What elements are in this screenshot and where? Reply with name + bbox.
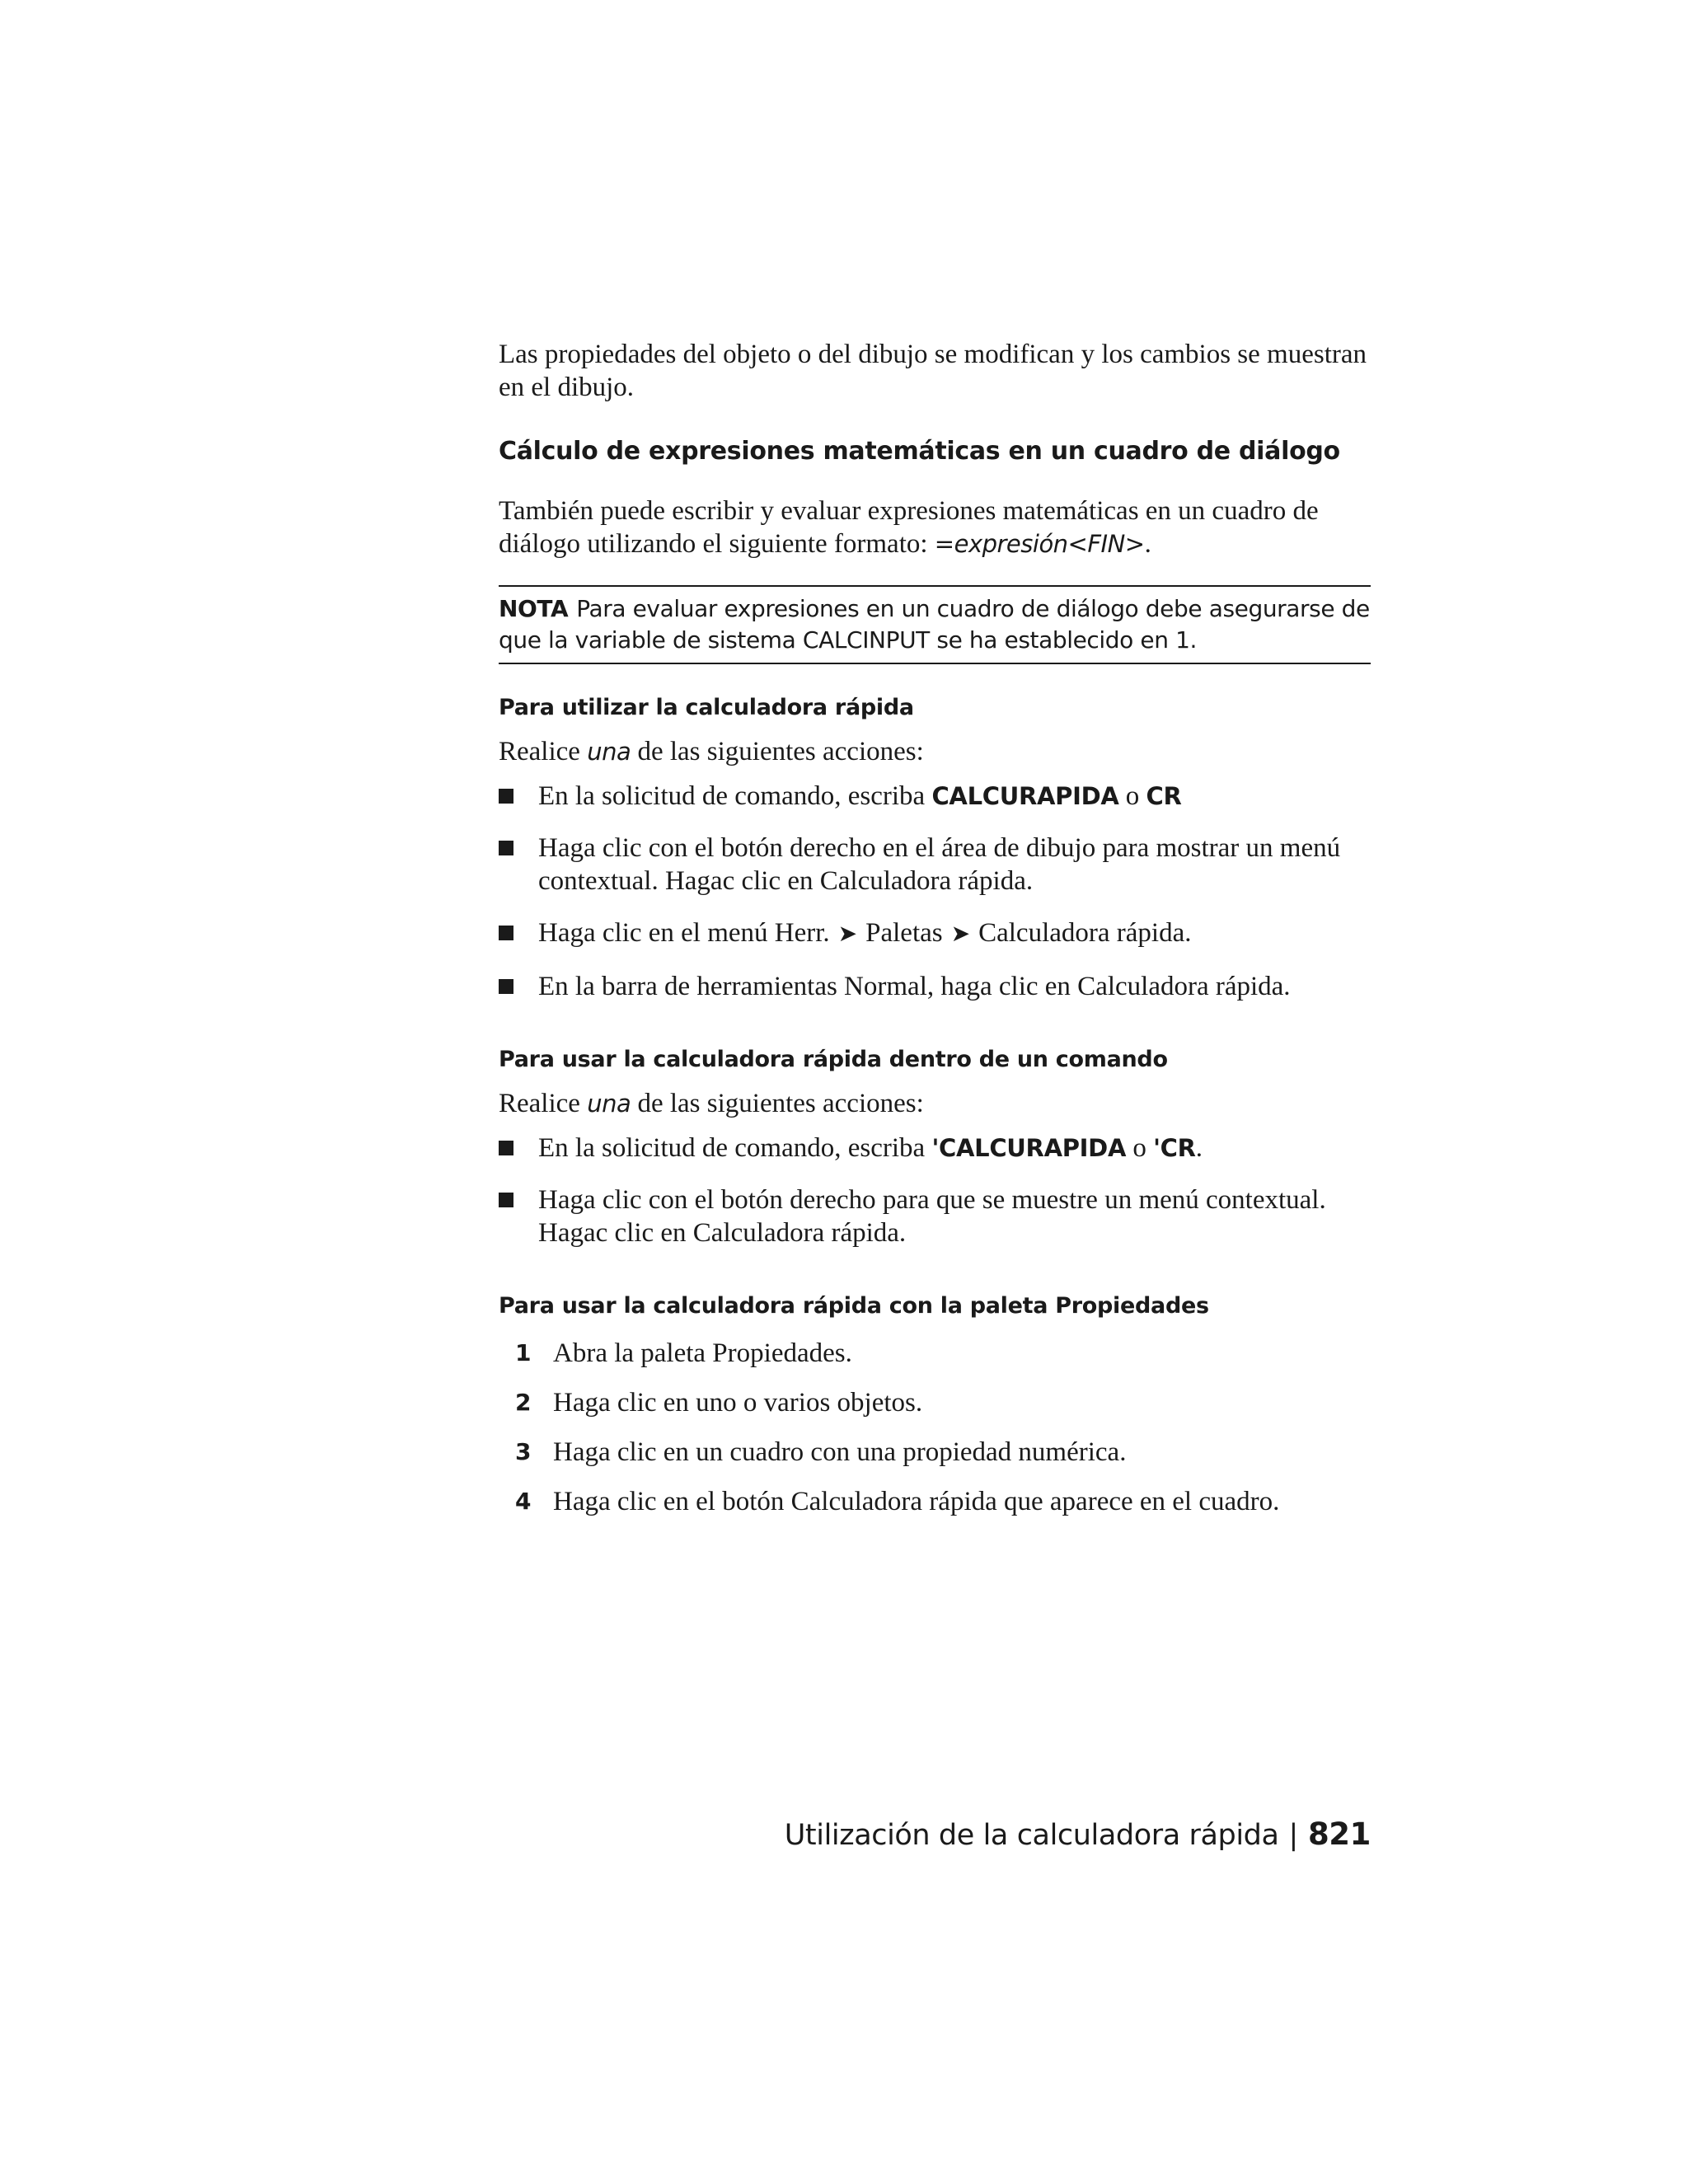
list-item bbox=[499, 1183, 1371, 1249]
footer-separator: | bbox=[1288, 1819, 1298, 1852]
section-body-text: También puede escribir y evaluar expresiones matemáticas en un cuadro de diálogo utilizando el siguiente formato: bbox=[499, 496, 1319, 559]
command-alias: 'CR bbox=[1153, 1134, 1196, 1162]
page-footer bbox=[785, 1816, 1371, 1854]
menu-path-quickcalc: Calculadora rápida. bbox=[978, 918, 1192, 948]
step-number: 4 bbox=[515, 1488, 532, 1515]
step-text: Haga clic en un cuadro con una propiedad numérica. bbox=[553, 1437, 1127, 1467]
procedure-lead bbox=[499, 1087, 1371, 1120]
menu-arrow-icon: ➤ bbox=[837, 921, 858, 947]
procedure-quick-calc-properties bbox=[499, 1292, 1371, 1518]
item-text: En la solicitud de comando, escriba bbox=[538, 1133, 932, 1163]
lead-text-end: de las siguientes acciones: bbox=[631, 1089, 924, 1118]
step-number: 1 bbox=[515, 1339, 532, 1366]
bullet-list bbox=[499, 780, 1371, 1003]
step-number: 3 bbox=[515, 1438, 532, 1465]
procedure-heading: Para usar la calculadora rápida con la paleta Propiedades bbox=[499, 1293, 1209, 1319]
procedure-quick-calc bbox=[499, 694, 1371, 1003]
note-text: Para evaluar expresiones en un cuadro de diálogo debe asegurarse de que la variable de sistema CALCINPUT se ha establecido en 1. bbox=[499, 595, 1370, 654]
command-name: CALCURAPIDA bbox=[931, 782, 1119, 810]
square-bullet-icon bbox=[499, 1141, 513, 1155]
list-item bbox=[499, 970, 1371, 1003]
item-text: Haga clic con el botón derecho en el área de dibujo para mostrar un menú contextual. Hagac clic en Calculadora rápida. bbox=[538, 833, 1341, 896]
note-label: NOTA bbox=[499, 595, 569, 622]
square-bullet-icon bbox=[499, 926, 513, 940]
page-number: 821 bbox=[1307, 1816, 1371, 1852]
format-expression: =expresión<FIN> bbox=[934, 530, 1145, 558]
step-item bbox=[499, 1386, 1371, 1419]
section-body bbox=[499, 494, 1371, 560]
list-item bbox=[499, 832, 1371, 898]
note-box bbox=[499, 585, 1371, 664]
menu-path-tools: Haga clic en el menú Herr. bbox=[538, 918, 830, 948]
command-name: 'CALCURAPIDA bbox=[931, 1134, 1127, 1162]
item-text: En la barra de herramientas Normal, haga clic en Calculadora rápida. bbox=[538, 972, 1291, 1001]
menu-path-palettes: Paletas bbox=[865, 918, 943, 948]
procedure-heading: Para utilizar la calculadora rápida bbox=[499, 695, 914, 720]
lead-emphasis: una bbox=[587, 1090, 631, 1118]
command-alias: CR bbox=[1146, 782, 1182, 810]
procedure-lead bbox=[499, 735, 1371, 768]
step-text: Abra la paleta Propiedades. bbox=[553, 1338, 852, 1368]
square-bullet-icon bbox=[499, 979, 513, 994]
step-number: 2 bbox=[515, 1389, 532, 1416]
square-bullet-icon bbox=[499, 841, 513, 855]
list-item bbox=[499, 916, 1371, 951]
footer-title: Utilización de la calculadora rápida bbox=[784, 1819, 1279, 1852]
lead-text-end: de las siguientes acciones: bbox=[631, 737, 924, 766]
item-text-end: . bbox=[1195, 1133, 1203, 1163]
list-item bbox=[499, 1132, 1371, 1165]
page-content bbox=[499, 338, 1371, 1535]
lead-text: Realice bbox=[499, 737, 588, 766]
step-text: Haga clic en uno o varios objetos. bbox=[553, 1388, 923, 1418]
intro-paragraph: Las propiedades del objeto o del dibujo se modifican y los cambios se muestran en el dibujo. bbox=[499, 340, 1367, 402]
section-body-end: . bbox=[1144, 529, 1151, 559]
square-bullet-icon bbox=[499, 1193, 513, 1207]
procedure-quick-calc-in-command bbox=[499, 1046, 1371, 1249]
lead-text: Realice bbox=[499, 1089, 588, 1118]
item-text-mid: o bbox=[1126, 1133, 1154, 1163]
menu-arrow-icon: ➤ bbox=[950, 921, 971, 947]
section-heading: Cálculo de expresiones matemáticas en un cuadro de diálogo bbox=[499, 437, 1340, 466]
step-text: Haga clic en el botón Calculadora rápida que aparece en el cuadro. bbox=[553, 1487, 1280, 1516]
square-bullet-icon bbox=[499, 789, 513, 804]
procedure-heading: Para usar la calculadora rápida dentro de un comando bbox=[499, 1047, 1168, 1072]
step-item bbox=[499, 1485, 1371, 1518]
step-item bbox=[499, 1337, 1371, 1370]
list-item bbox=[499, 780, 1371, 813]
item-text: En la solicitud de comando, escriba bbox=[538, 781, 932, 811]
step-item bbox=[499, 1436, 1371, 1469]
item-text-mid: o bbox=[1118, 781, 1146, 811]
lead-emphasis: una bbox=[587, 738, 631, 766]
step-list bbox=[499, 1337, 1371, 1518]
item-text: Haga clic con el botón derecho para que se muestre un menú contextual. Hagac clic en Calculadora rápida. bbox=[538, 1185, 1326, 1248]
bullet-list bbox=[499, 1132, 1371, 1249]
